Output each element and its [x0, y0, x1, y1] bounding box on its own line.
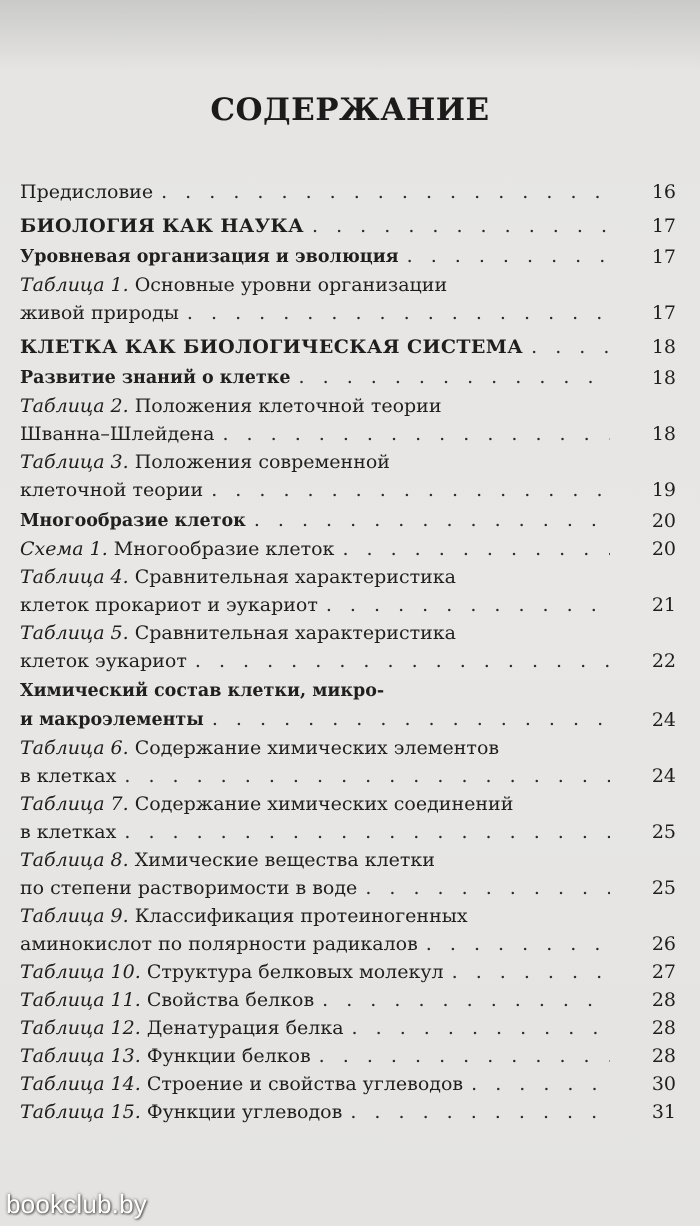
- toc-entry-line: [20, 677, 610, 705]
- leader-dots: [124, 762, 610, 790]
- toc-entry[interactable]: [20, 1098, 680, 1126]
- leader-dots: [326, 591, 610, 619]
- toc-page-number: 28: [651, 1017, 676, 1039]
- toc-entry-label: Таблица 11.: [20, 989, 141, 1011]
- toc-entry-title: клеток прокариот и эукариот: [20, 594, 318, 616]
- toc-entry-title: Строение и свойства углеводов: [140, 1073, 464, 1095]
- watermark-text: bookclub.by: [6, 1189, 147, 1219]
- leader-dots: [187, 299, 610, 327]
- toc-page-number: 19: [651, 479, 676, 501]
- toc-entry-title: Сравнительная характеристика: [128, 622, 456, 644]
- toc-page-number: 27: [651, 961, 676, 983]
- toc-entry[interactable]: [20, 734, 680, 790]
- toc-entry-line: [20, 448, 610, 476]
- toc-entry-label: Таблица 13.: [20, 1045, 141, 1067]
- toc-entry-text: [20, 299, 179, 327]
- toc-entry-label: Таблица 5.: [20, 622, 129, 644]
- toc-entry-text: [20, 958, 444, 986]
- toc-entry[interactable]: [20, 392, 680, 448]
- toc-entry[interactable]: [20, 986, 680, 1014]
- toc-entry-line: [20, 902, 610, 930]
- toc-page-number: 21: [651, 594, 676, 616]
- toc-entry-line: [20, 363, 610, 392]
- toc-page-number: 25: [651, 821, 676, 843]
- toc-entry-label: Таблица 9.: [20, 905, 129, 927]
- toc-entry-text: [20, 846, 435, 874]
- toc-page-number: 18: [651, 423, 676, 445]
- toc-entry-title: Положения современной: [128, 451, 390, 473]
- toc-page-number: 25: [651, 877, 676, 899]
- toc-entry-title: Содержание химических элементов: [128, 737, 500, 759]
- toc-entry[interactable]: [20, 958, 680, 986]
- toc-entry-text: [20, 790, 513, 818]
- table-of-contents: [20, 178, 680, 1126]
- toc-entry[interactable]: [20, 563, 680, 619]
- toc-entry-line: [20, 242, 610, 271]
- toc-entry-line: [20, 299, 610, 327]
- toc-entry[interactable]: [20, 333, 680, 361]
- toc-entry[interactable]: [20, 790, 680, 846]
- toc-entry-label: Таблица 14.: [20, 1073, 141, 1095]
- toc-entry-title: Денатурация белка: [140, 1017, 344, 1039]
- leader-dots: [319, 1042, 610, 1070]
- toc-entry-text: [20, 1042, 311, 1070]
- toc-entry-text: [20, 734, 499, 762]
- toc-entry-line: [20, 591, 610, 619]
- toc-entry-text: [20, 706, 204, 734]
- toc-entry[interactable]: [20, 535, 680, 563]
- toc-entry-title: Уровневая организация и эволюция: [20, 247, 399, 267]
- toc-entry-line: [20, 846, 610, 874]
- toc-entry-line: [20, 1070, 610, 1098]
- toc-entry-title: и макроэлементы: [20, 710, 204, 730]
- toc-entry-text: [20, 271, 447, 299]
- toc-entry-label: Таблица 1.: [20, 274, 129, 296]
- toc-entry-label: Таблица 3.: [20, 451, 129, 473]
- leader-dots: [161, 178, 610, 206]
- toc-entry-text: [20, 333, 523, 361]
- toc-entry-line: [20, 705, 610, 734]
- toc-page-number: 20: [651, 510, 676, 532]
- toc-entry-text: [20, 364, 291, 392]
- toc-entry-title: Основные уровни организации: [128, 274, 448, 296]
- toc-entry-title: Химический состав клетки, микро-: [20, 681, 385, 701]
- toc-entry-title: клеток эукариот: [20, 650, 187, 672]
- toc-entry-text: [20, 392, 442, 420]
- toc-entry-label: Таблица 7.: [20, 793, 129, 815]
- toc-entry[interactable]: [20, 242, 680, 271]
- toc-page-number: 24: [651, 709, 676, 731]
- leader-dots: [352, 1014, 610, 1042]
- toc-entry[interactable]: [20, 271, 680, 327]
- toc-entry[interactable]: [20, 902, 680, 958]
- toc-entry-text: [20, 563, 456, 591]
- toc-entry-title: аминокислот по полярности радикалов: [20, 933, 418, 955]
- toc-entry[interactable]: [20, 506, 680, 535]
- toc-entry-line: [20, 930, 610, 958]
- toc-entry-text: [20, 535, 334, 563]
- toc-entry-text: [20, 420, 214, 448]
- toc-entry-title: Многообразие клеток: [107, 538, 335, 560]
- leader-dots: [322, 986, 610, 1014]
- toc-entry-title: Положения клеточной теории: [128, 395, 442, 417]
- toc-entry[interactable]: [20, 178, 680, 206]
- toc-entry-label: Таблица 2.: [20, 395, 129, 417]
- toc-entry[interactable]: [20, 1042, 680, 1070]
- toc-entry-text: [20, 507, 246, 535]
- toc-entry-line: [20, 647, 610, 675]
- toc-page-number: 26: [651, 933, 676, 955]
- toc-entry-label: Таблица 4.: [20, 566, 129, 588]
- toc-page-number: 24: [651, 765, 676, 787]
- toc-entry-line: [20, 178, 610, 206]
- toc-page-number: 18: [651, 336, 676, 358]
- toc-page-number: 22: [651, 650, 676, 672]
- toc-entry-title: Многообразие клеток: [20, 511, 246, 531]
- toc-entry-text: [20, 1098, 342, 1126]
- leader-dots: [452, 958, 610, 986]
- toc-entry-title: БИОЛОГИЯ КАК НАУКА: [20, 215, 304, 237]
- leader-dots: [365, 874, 610, 902]
- toc-entry-title: Сравнительная характеристика: [128, 566, 456, 588]
- leader-dots: [212, 705, 610, 733]
- leader-dots: [471, 1070, 610, 1098]
- toc-entry-line: [20, 392, 610, 420]
- toc-page-number: 18: [651, 367, 676, 389]
- leader-dots: [350, 1098, 610, 1126]
- toc-entry-line: [20, 420, 610, 448]
- toc-entry-text: [20, 178, 153, 206]
- toc-entry-line: [20, 734, 610, 762]
- toc-page-number: 30: [651, 1073, 676, 1095]
- toc-entry-title: КЛЕТКА КАК БИОЛОГИЧЕСКАЯ СИСТЕМА: [20, 336, 524, 358]
- toc-page-number: 28: [651, 1045, 676, 1067]
- toc-entry-text: [20, 874, 357, 902]
- toc-entry-line: [20, 476, 610, 504]
- toc-entry-line: [20, 271, 610, 299]
- toc-entry-line: [20, 874, 610, 902]
- leader-dots: [124, 818, 610, 846]
- toc-entry-label: Таблица 12.: [20, 1017, 141, 1039]
- leader-dots: [211, 476, 610, 504]
- toc-entry-line: [20, 333, 610, 361]
- toc-entry[interactable]: [20, 1070, 680, 1098]
- leader-dots: [342, 535, 610, 563]
- toc-entry-line: [20, 1098, 610, 1126]
- toc-entry[interactable]: [20, 1014, 680, 1042]
- toc-page-number: 17: [651, 302, 676, 324]
- leader-dots: [312, 212, 610, 240]
- toc-entry-line: [20, 563, 610, 591]
- toc-entry-line: [20, 535, 610, 563]
- leader-dots: [531, 333, 610, 361]
- leader-dots: [426, 930, 610, 958]
- toc-entry-text: [20, 762, 116, 790]
- toc-entry-line: [20, 1042, 610, 1070]
- toc-page-number: 20: [651, 538, 676, 560]
- toc-entry[interactable]: [20, 363, 680, 392]
- toc-entry-line: [20, 958, 610, 986]
- toc-entry-line: [20, 1014, 610, 1042]
- toc-entry-line: [20, 762, 610, 790]
- toc-entry-label: Таблица 6.: [20, 737, 129, 759]
- toc-entry-text: [20, 647, 187, 675]
- toc-entry-title: Функции белков: [140, 1045, 311, 1067]
- toc-entry-title: живой природы: [20, 302, 179, 324]
- toc-entry-title: Предисловие: [20, 181, 154, 203]
- toc-entry-title: в клетках: [20, 821, 117, 843]
- leader-dots: [254, 506, 610, 534]
- toc-entry-title: Развитие знаний о клетке: [20, 368, 291, 388]
- toc-entry-line: [20, 506, 610, 535]
- toc-entry-label: Таблица 10.: [20, 961, 141, 983]
- toc-entry-label: Таблица 8.: [20, 849, 129, 871]
- toc-entry-text: [20, 212, 304, 240]
- toc-entry-title: Химические вещества клетки: [128, 849, 435, 871]
- leader-dots: [222, 420, 610, 448]
- toc-entry-text: [20, 591, 318, 619]
- toc-entry[interactable]: [20, 846, 680, 902]
- toc-entry-text: [20, 476, 203, 504]
- toc-entry-text: [20, 677, 384, 705]
- toc-entry-title: в клетках: [20, 765, 117, 787]
- toc-page-number: 16: [651, 181, 676, 203]
- toc-entry-title: Содержание химических соединений: [128, 793, 514, 815]
- leader-dots: [299, 363, 610, 391]
- toc-entry[interactable]: [20, 448, 680, 504]
- toc-entry-line: [20, 790, 610, 818]
- toc-entry-label: Таблица 15.: [20, 1101, 141, 1123]
- toc-entry[interactable]: [20, 619, 680, 675]
- toc-entry-title: Классификация протеиногенных: [128, 905, 468, 927]
- top-shadow: [0, 0, 700, 70]
- toc-entry-title: Шванна–Шлейдена: [20, 423, 215, 445]
- page-title: СОДЕРЖАНИЕ: [210, 92, 490, 128]
- toc-entry-text: [20, 930, 418, 958]
- toc-entry-text: [20, 1014, 344, 1042]
- toc-entry-title: клеточной теории: [20, 479, 204, 501]
- toc-page-number: 17: [651, 215, 676, 237]
- toc-entry-title: по степени растворимости в воде: [20, 877, 358, 899]
- toc-page-number: 17: [651, 246, 676, 268]
- toc-entry-title: Функции углеводов: [140, 1101, 343, 1123]
- toc-entry-title: Свойства белков: [140, 989, 315, 1011]
- toc-entry-text: [20, 902, 468, 930]
- toc-entry-text: [20, 1070, 463, 1098]
- toc-entry-text: [20, 243, 399, 271]
- leader-dots: [407, 242, 610, 270]
- toc-entry-text: [20, 619, 456, 647]
- toc-entry[interactable]: [20, 212, 680, 240]
- toc-entry-text: [20, 986, 314, 1014]
- toc-page-number: 28: [651, 989, 676, 1011]
- toc-entry-label: Схема 1.: [20, 538, 108, 560]
- toc-entry-text: [20, 818, 116, 846]
- leader-dots: [195, 647, 610, 675]
- toc-page-number: 31: [651, 1101, 676, 1123]
- toc-entry-line: [20, 818, 610, 846]
- toc-entry-title: Структура белковых молекул: [140, 961, 444, 983]
- toc-entry-line: [20, 212, 610, 240]
- toc-entry-line: [20, 986, 610, 1014]
- toc-entry-text: [20, 448, 390, 476]
- toc-entry-line: [20, 619, 610, 647]
- toc-entry[interactable]: [20, 677, 680, 734]
